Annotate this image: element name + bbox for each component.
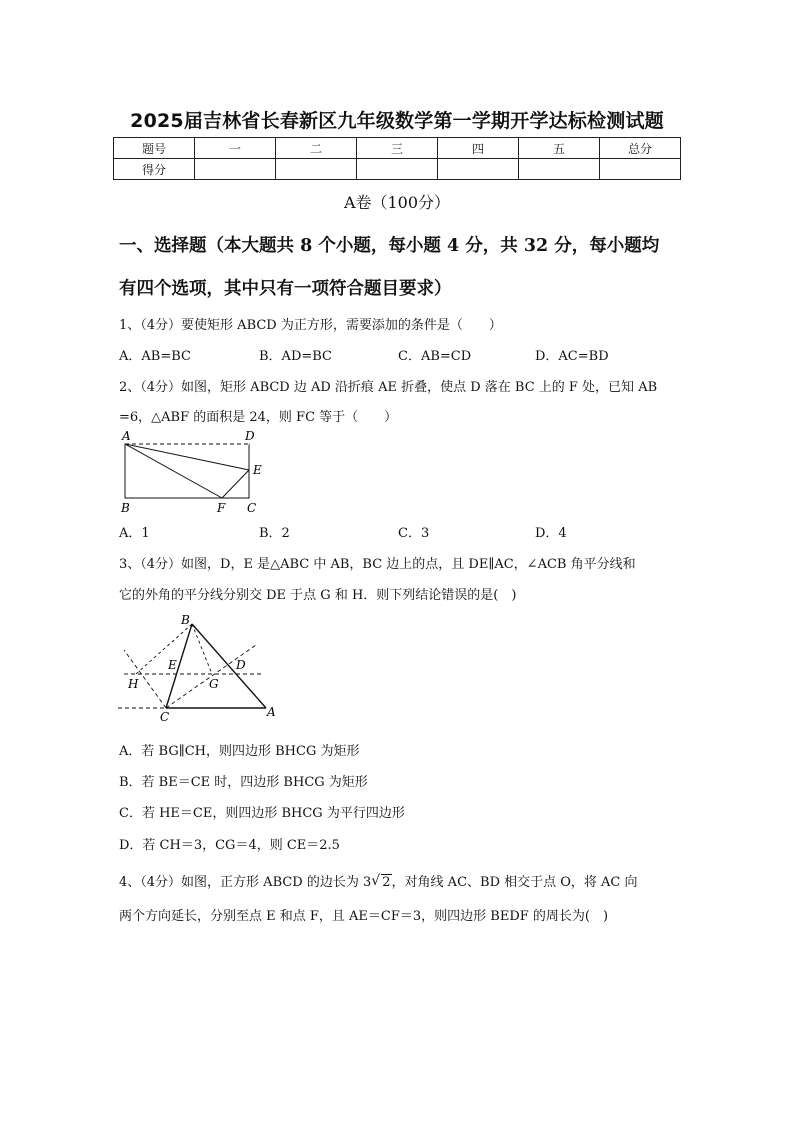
section-heading-line1: 一、选择题（本大题共 8 个小题，每小题 4 分，共 32 分，每小题均 — [119, 236, 660, 256]
question-3-option-a: A．若 BG∥CH，则四边形 BHCG 为矩形 — [119, 744, 360, 759]
question-3-option-c: C．若 HE＝CE，则四边形 BHCG 为平行四边形 — [119, 806, 405, 821]
question-4-stem-line1 — [119, 871, 638, 890]
sqrt-radicand: 2 — [382, 875, 391, 890]
score-cell — [195, 159, 276, 180]
question-2-option-d: D．4 — [535, 526, 567, 541]
page-title: 2025届吉林省长春新区九年级数学第一学期开学达标检测试题 — [130, 110, 664, 132]
question-1-stem: 1、（4分）要使矩形 ABCD 为正方形，需要添加的条件是（ ） — [119, 318, 502, 333]
label-g: G — [209, 677, 219, 691]
score-cell — [357, 159, 438, 180]
question-3-stem-line2: 它的外角的平分线分别交 DE 于点 G 和 H．则下列结论错误的是( ) — [119, 588, 517, 603]
score-table-header-row — [114, 138, 681, 159]
score-table — [113, 137, 681, 180]
score-table-header-cell: 四 — [438, 138, 519, 159]
score-table-header-cell: 总分 — [600, 138, 681, 159]
score-table-header-cell: 题号 — [114, 138, 195, 159]
score-table-header-cell: 三 — [357, 138, 438, 159]
question-1-option-a: A．AB=BC — [119, 349, 191, 364]
score-table-header-cell: 一 — [195, 138, 276, 159]
fold-line-ae — [125, 444, 249, 470]
label-a: A — [122, 429, 131, 443]
question-3-figure — [112, 610, 287, 725]
score-cell — [276, 159, 357, 180]
label-a: A — [267, 705, 276, 719]
question-3-stem-line1: 3、（4分）如图，D，E 是△ABC 中 AB，BC 边上的点，且 DE∥AC，∠ACB 角平分线和 — [119, 557, 636, 572]
sqrt-symbol — [371, 875, 391, 890]
question-3-option-b: B．若 BE＝CE 时，四边形 BHCG 为矩形 — [119, 775, 368, 790]
question-2-stem-line2: =6，△ABF 的面积是 24，则 FC 等于（ ） — [119, 410, 398, 425]
score-cell — [438, 159, 519, 180]
label-f: F — [217, 501, 226, 515]
label-c: C — [247, 501, 257, 515]
label-b: B — [121, 501, 130, 515]
question-2-option-b: B．2 — [259, 526, 290, 541]
label-d: D — [245, 429, 255, 443]
question-4-stem-line2: 两个方向延长，分别至点 E 和点 F，且 AE＝CF＝3，则四边形 BEDF 的周长为( ) — [119, 909, 609, 924]
question-2-option-c: C．3 — [398, 526, 430, 541]
section-a-title: A卷（100分） — [343, 193, 451, 212]
label-e: E — [168, 658, 177, 672]
score-row-label: 得分 — [114, 159, 195, 180]
score-table-header-cell: 二 — [276, 138, 357, 159]
side-ba — [192, 624, 266, 708]
section-heading-line2: 有四个选项，其中只有一项符合题目要求） — [119, 279, 452, 299]
question-2-figure — [112, 426, 272, 516]
segment-af — [125, 444, 222, 498]
question-2-stem-line1: 2、（4分）如图，矩形 ABCD 边 AD 沿折痕 AE 折叠，使点 D 落在 BC 上的 F 处，已知 AB — [119, 380, 658, 395]
question-1-option-d: D．AC=BD — [535, 349, 609, 364]
question-1-option-b: B．AD=BC — [259, 349, 332, 364]
segment-bg — [192, 624, 212, 674]
score-table-score-row — [114, 159, 681, 180]
question-4-stem-post: ，对角线 AC、BD 相交于点 O，将 AC 向 — [391, 875, 638, 890]
score-cell — [600, 159, 681, 180]
question-3-option-d: D．若 CH＝3，CG＝4，则 CE＝2.5 — [119, 838, 340, 853]
score-cell — [519, 159, 600, 180]
label-h: H — [128, 677, 139, 691]
question-2-option-a: A．1 — [119, 526, 150, 541]
label-b: B — [181, 613, 190, 627]
label-d: D — [236, 658, 246, 672]
label-e: E — [253, 463, 262, 477]
question-4-stem-pre: 4、（4分）如图，正方形 ABCD 的边长为 3 — [119, 875, 372, 890]
label-c: C — [160, 710, 170, 724]
segment-fe — [222, 470, 249, 498]
question-1-option-c: C．AB=CD — [398, 349, 472, 364]
score-table-header-cell: 五 — [519, 138, 600, 159]
